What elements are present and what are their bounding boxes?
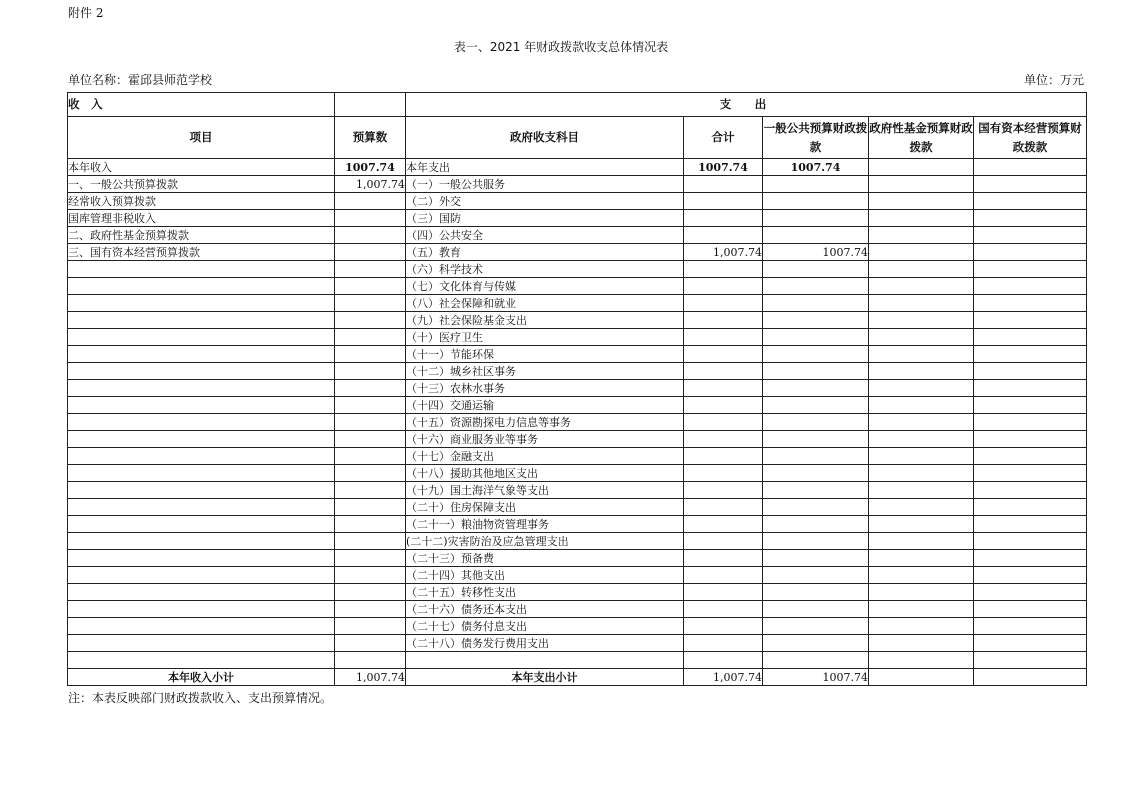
total-cell bbox=[684, 414, 763, 431]
fund-cell bbox=[869, 278, 974, 295]
income-item-cell bbox=[68, 499, 335, 516]
col-budget: 预算数 bbox=[335, 117, 406, 159]
budget-cell bbox=[335, 499, 406, 516]
fund-cell bbox=[869, 397, 974, 414]
income-item-cell bbox=[68, 516, 335, 533]
income-item-cell: 二、政府性基金预算拨款 bbox=[68, 227, 335, 244]
expense-subtotal-capital bbox=[974, 669, 1087, 686]
budget-cell bbox=[335, 431, 406, 448]
capital-cell bbox=[974, 159, 1087, 176]
fund-cell bbox=[869, 618, 974, 635]
income-item-cell bbox=[68, 346, 335, 363]
table-row bbox=[68, 193, 1087, 210]
table-row bbox=[68, 601, 1087, 618]
general-cell bbox=[763, 499, 869, 516]
col-state-capital: 国有资本经营预算财政拨款 bbox=[974, 117, 1087, 159]
budget-cell bbox=[335, 448, 406, 465]
income-item-cell bbox=[68, 635, 335, 652]
income-item-cell: 三、国有资本经营预算拨款 bbox=[68, 244, 335, 261]
general-cell bbox=[763, 635, 869, 652]
general-cell bbox=[763, 618, 869, 635]
fund-cell bbox=[869, 244, 974, 261]
capital-cell bbox=[974, 601, 1087, 618]
fund-cell bbox=[869, 431, 974, 448]
income-item-cell bbox=[68, 550, 335, 567]
general-cell bbox=[763, 482, 869, 499]
total-cell bbox=[684, 618, 763, 635]
capital-cell bbox=[974, 499, 1087, 516]
table-row bbox=[68, 652, 1087, 669]
budget-cell bbox=[335, 533, 406, 550]
capital-cell bbox=[974, 278, 1087, 295]
expense-subject-cell: （十九）国土海洋气象等支出 bbox=[406, 482, 684, 499]
general-cell bbox=[763, 465, 869, 482]
capital-cell bbox=[974, 295, 1087, 312]
general-cell bbox=[763, 278, 869, 295]
income-item-cell: 经常收入预算拨款 bbox=[68, 193, 335, 210]
income-item-cell bbox=[68, 601, 335, 618]
general-cell bbox=[763, 261, 869, 278]
total-cell bbox=[684, 210, 763, 227]
total-cell bbox=[684, 193, 763, 210]
page-title: 表一、2021 年财政拨款收支总体情况表 bbox=[453, 40, 669, 54]
capital-cell bbox=[974, 652, 1087, 669]
income-item-cell bbox=[68, 618, 335, 635]
capital-cell bbox=[974, 465, 1087, 482]
fund-cell bbox=[869, 482, 974, 499]
expense-subject-cell: （二十一）粮油物资管理事务 bbox=[406, 516, 684, 533]
expense-subject-cell: （六）科学技术 bbox=[406, 261, 684, 278]
expense-subject-cell: （十七）金融支出 bbox=[406, 448, 684, 465]
budget-cell bbox=[335, 584, 406, 601]
fund-cell bbox=[869, 601, 974, 618]
capital-cell bbox=[974, 329, 1087, 346]
income-item-cell: 本年收入 bbox=[68, 159, 335, 176]
expense-subject-cell: （二十六）债务还本支出 bbox=[406, 601, 684, 618]
table-row bbox=[68, 635, 1087, 652]
expense-subject-cell: （二十四）其他支出 bbox=[406, 567, 684, 584]
budget-cell: 1007.74 bbox=[335, 159, 406, 176]
expense-subject-cell: (二十二)灾害防治及应急管理支出 bbox=[406, 533, 684, 550]
total-cell bbox=[684, 516, 763, 533]
expense-subject-cell: （三）国防 bbox=[406, 210, 684, 227]
capital-cell bbox=[974, 431, 1087, 448]
fund-cell bbox=[869, 312, 974, 329]
col-total: 合计 bbox=[684, 117, 763, 159]
expense-subject-cell: （十四）交通运输 bbox=[406, 397, 684, 414]
col-fund: 政府性基金预算财政拨款 bbox=[869, 117, 974, 159]
general-cell bbox=[763, 295, 869, 312]
budget-cell bbox=[335, 278, 406, 295]
general-cell bbox=[763, 210, 869, 227]
attachment-label: 附件 2 bbox=[68, 6, 104, 20]
expense-subject-cell: （七）文化体育与传媒 bbox=[406, 278, 684, 295]
total-cell bbox=[684, 465, 763, 482]
header-row-2 bbox=[68, 117, 1087, 159]
income-item-cell bbox=[68, 584, 335, 601]
budget-cell bbox=[335, 380, 406, 397]
table-row bbox=[68, 567, 1087, 584]
total-cell bbox=[684, 261, 763, 278]
fund-cell bbox=[869, 176, 974, 193]
fund-cell bbox=[869, 533, 974, 550]
total-cell: 1,007.74 bbox=[684, 244, 763, 261]
expense-subject-cell: （十二）城乡社区事务 bbox=[406, 363, 684, 380]
table-row bbox=[68, 516, 1087, 533]
capital-cell bbox=[974, 380, 1087, 397]
table-row bbox=[68, 482, 1087, 499]
capital-cell bbox=[974, 227, 1087, 244]
income-item-cell bbox=[68, 329, 335, 346]
expense-subtotal-label: 本年支出小计 bbox=[406, 669, 684, 686]
expense-subject-cell: （九）社会保险基金支出 bbox=[406, 312, 684, 329]
general-cell: 1007.74 bbox=[763, 244, 869, 261]
fund-cell bbox=[869, 584, 974, 601]
unit-name: 单位名称：霍邱县师范学校 bbox=[68, 73, 213, 87]
fund-cell bbox=[869, 448, 974, 465]
expense-subject-cell: （八）社会保障和就业 bbox=[406, 295, 684, 312]
budget-cell bbox=[335, 363, 406, 380]
expense-subject-cell: （十六）商业服务业等事务 bbox=[406, 431, 684, 448]
fund-cell bbox=[869, 159, 974, 176]
total-cell bbox=[684, 652, 763, 669]
income-item-cell bbox=[68, 380, 335, 397]
fund-cell bbox=[869, 363, 974, 380]
total-cell bbox=[684, 482, 763, 499]
total-cell bbox=[684, 584, 763, 601]
income-item-cell bbox=[68, 363, 335, 380]
table-row bbox=[68, 380, 1087, 397]
general-cell bbox=[763, 533, 869, 550]
total-cell bbox=[684, 567, 763, 584]
total-cell bbox=[684, 550, 763, 567]
income-item-cell bbox=[68, 448, 335, 465]
fund-cell bbox=[869, 465, 974, 482]
general-cell bbox=[763, 227, 869, 244]
fund-cell bbox=[869, 261, 974, 278]
capital-cell bbox=[974, 346, 1087, 363]
total-cell bbox=[684, 380, 763, 397]
budget-cell bbox=[335, 652, 406, 669]
general-cell bbox=[763, 176, 869, 193]
fund-cell bbox=[869, 550, 974, 567]
total-cell bbox=[684, 431, 763, 448]
capital-cell bbox=[974, 448, 1087, 465]
general-cell bbox=[763, 567, 869, 584]
expense-subject-cell: （五）教育 bbox=[406, 244, 684, 261]
expense-subject-cell: （二十八）债务发行费用支出 bbox=[406, 635, 684, 652]
total-cell: 1007.74 bbox=[684, 159, 763, 176]
table-row bbox=[68, 584, 1087, 601]
table-row bbox=[68, 227, 1087, 244]
capital-cell bbox=[974, 516, 1087, 533]
income-item-cell: 国库管理非税收入 bbox=[68, 210, 335, 227]
budget-cell bbox=[335, 346, 406, 363]
table-row bbox=[68, 618, 1087, 635]
total-cell bbox=[684, 533, 763, 550]
table-row bbox=[68, 414, 1087, 431]
general-cell bbox=[763, 329, 869, 346]
table-row bbox=[68, 244, 1087, 261]
expense-subject-cell: （十一）节能环保 bbox=[406, 346, 684, 363]
fund-cell bbox=[869, 652, 974, 669]
total-cell bbox=[684, 278, 763, 295]
capital-cell bbox=[974, 210, 1087, 227]
general-cell bbox=[763, 550, 869, 567]
capital-cell bbox=[974, 567, 1087, 584]
expense-subject-cell: （十三）农林水事务 bbox=[406, 380, 684, 397]
capital-cell bbox=[974, 363, 1087, 380]
total-cell bbox=[684, 176, 763, 193]
fund-cell bbox=[869, 210, 974, 227]
capital-cell bbox=[974, 176, 1087, 193]
fund-cell bbox=[869, 346, 974, 363]
total-cell bbox=[684, 312, 763, 329]
table-row bbox=[68, 465, 1087, 482]
fund-cell bbox=[869, 227, 974, 244]
capital-cell bbox=[974, 244, 1087, 261]
expense-subject-cell: （十五）资源勘探电力信息等事务 bbox=[406, 414, 684, 431]
total-cell bbox=[684, 601, 763, 618]
general-cell bbox=[763, 516, 869, 533]
table-row bbox=[68, 278, 1087, 295]
capital-cell bbox=[974, 550, 1087, 567]
expense-subject-cell: （一）一般公共服务 bbox=[406, 176, 684, 193]
total-cell bbox=[684, 635, 763, 652]
capital-cell bbox=[974, 193, 1087, 210]
capital-cell bbox=[974, 584, 1087, 601]
general-cell bbox=[763, 380, 869, 397]
table-row bbox=[68, 533, 1087, 550]
capital-cell bbox=[974, 312, 1087, 329]
footnote: 注：本表反映部门财政拨款收入、支出预算情况。 bbox=[68, 691, 333, 705]
general-cell bbox=[763, 584, 869, 601]
capital-cell bbox=[974, 482, 1087, 499]
income-item-cell: 一、一般公共预算拨款 bbox=[68, 176, 335, 193]
table-row bbox=[68, 312, 1087, 329]
col-general: 一般公共预算财政拨款 bbox=[763, 117, 869, 159]
expense-subject-cell: （二十三）预备费 bbox=[406, 550, 684, 567]
unit-label: 单位：万元 bbox=[1023, 73, 1084, 87]
income-item-cell bbox=[68, 652, 335, 669]
budget-cell bbox=[335, 312, 406, 329]
table-row bbox=[68, 397, 1087, 414]
income-item-cell bbox=[68, 312, 335, 329]
budget-cell bbox=[335, 397, 406, 414]
budget-cell bbox=[335, 550, 406, 567]
budget-cell bbox=[335, 635, 406, 652]
budget-cell bbox=[335, 482, 406, 499]
total-cell bbox=[684, 448, 763, 465]
table-row bbox=[68, 176, 1087, 193]
total-cell bbox=[684, 397, 763, 414]
capital-cell bbox=[974, 397, 1087, 414]
table-row bbox=[68, 448, 1087, 465]
expense-subject-cell: （二十七）债务付息支出 bbox=[406, 618, 684, 635]
table-row bbox=[68, 499, 1087, 516]
budget-cell bbox=[335, 329, 406, 346]
budget-cell bbox=[335, 567, 406, 584]
income-item-cell bbox=[68, 261, 335, 278]
table-row bbox=[68, 329, 1087, 346]
budget-table bbox=[67, 92, 1087, 686]
capital-cell bbox=[974, 261, 1087, 278]
fund-cell bbox=[869, 516, 974, 533]
fund-cell bbox=[869, 193, 974, 210]
income-item-cell bbox=[68, 465, 335, 482]
table-row bbox=[68, 346, 1087, 363]
fund-cell bbox=[869, 414, 974, 431]
expense-header: 支 出 bbox=[406, 93, 1087, 117]
fund-cell bbox=[869, 295, 974, 312]
budget-cell bbox=[335, 261, 406, 278]
income-subtotal-label: 本年收入小计 bbox=[68, 669, 335, 686]
general-cell bbox=[763, 312, 869, 329]
total-cell bbox=[684, 329, 763, 346]
budget-cell bbox=[335, 601, 406, 618]
expense-subject-cell: （十）医疗卫生 bbox=[406, 329, 684, 346]
income-item-cell bbox=[68, 533, 335, 550]
expense-subtotal-total: 1,007.74 bbox=[684, 669, 763, 686]
income-header: 收 入 bbox=[68, 93, 335, 117]
capital-cell bbox=[974, 635, 1087, 652]
table-row bbox=[68, 295, 1087, 312]
budget-cell bbox=[335, 227, 406, 244]
general-cell bbox=[763, 431, 869, 448]
table-row bbox=[68, 363, 1087, 380]
summary-row bbox=[68, 669, 1087, 686]
total-cell bbox=[684, 346, 763, 363]
expense-subject-cell bbox=[406, 652, 684, 669]
budget-cell bbox=[335, 516, 406, 533]
budget-cell bbox=[335, 618, 406, 635]
expense-subject-cell: （二十五）转移性支出 bbox=[406, 584, 684, 601]
general-cell bbox=[763, 448, 869, 465]
income-item-cell bbox=[68, 414, 335, 431]
table-row bbox=[68, 431, 1087, 448]
general-cell: 1007.74 bbox=[763, 159, 869, 176]
col-gov-subject: 政府收支科目 bbox=[406, 117, 684, 159]
expense-subject-cell: （四）公共安全 bbox=[406, 227, 684, 244]
general-cell bbox=[763, 363, 869, 380]
income-item-cell bbox=[68, 295, 335, 312]
total-cell bbox=[684, 499, 763, 516]
income-item-cell bbox=[68, 397, 335, 414]
table-row bbox=[68, 210, 1087, 227]
fund-cell bbox=[869, 499, 974, 516]
capital-cell bbox=[974, 414, 1087, 431]
header-row-1 bbox=[68, 93, 1087, 117]
budget-cell bbox=[335, 193, 406, 210]
general-cell bbox=[763, 346, 869, 363]
table-row bbox=[68, 550, 1087, 567]
table-row bbox=[68, 261, 1087, 278]
income-subtotal-value: 1,007.74 bbox=[335, 669, 406, 686]
total-cell bbox=[684, 363, 763, 380]
budget-cell bbox=[335, 244, 406, 261]
fund-cell bbox=[869, 567, 974, 584]
capital-cell bbox=[974, 618, 1087, 635]
general-cell bbox=[763, 397, 869, 414]
general-cell bbox=[763, 601, 869, 618]
budget-cell bbox=[335, 414, 406, 431]
budget-cell bbox=[335, 295, 406, 312]
budget-cell: 1,007.74 bbox=[335, 176, 406, 193]
income-item-cell bbox=[68, 567, 335, 584]
general-cell bbox=[763, 193, 869, 210]
expense-subject-cell: 本年支出 bbox=[406, 159, 684, 176]
income-item-cell bbox=[68, 278, 335, 295]
expense-subject-cell: （十八）援助其他地区支出 bbox=[406, 465, 684, 482]
col-item: 项目 bbox=[68, 117, 335, 159]
income-header-blank bbox=[335, 93, 406, 117]
fund-cell bbox=[869, 380, 974, 397]
total-cell bbox=[684, 295, 763, 312]
budget-cell bbox=[335, 465, 406, 482]
fund-cell bbox=[869, 635, 974, 652]
income-item-cell bbox=[68, 482, 335, 499]
capital-cell bbox=[974, 533, 1087, 550]
fund-cell bbox=[869, 329, 974, 346]
general-cell bbox=[763, 414, 869, 431]
expense-subject-cell: （二）外交 bbox=[406, 193, 684, 210]
expense-subtotal-general: 1007.74 bbox=[763, 669, 869, 686]
budget-cell bbox=[335, 210, 406, 227]
total-cell bbox=[684, 227, 763, 244]
income-item-cell bbox=[68, 431, 335, 448]
general-cell bbox=[763, 652, 869, 669]
table-row bbox=[68, 159, 1087, 176]
expense-subtotal-fund bbox=[869, 669, 974, 686]
expense-subject-cell: （二十）住房保障支出 bbox=[406, 499, 684, 516]
